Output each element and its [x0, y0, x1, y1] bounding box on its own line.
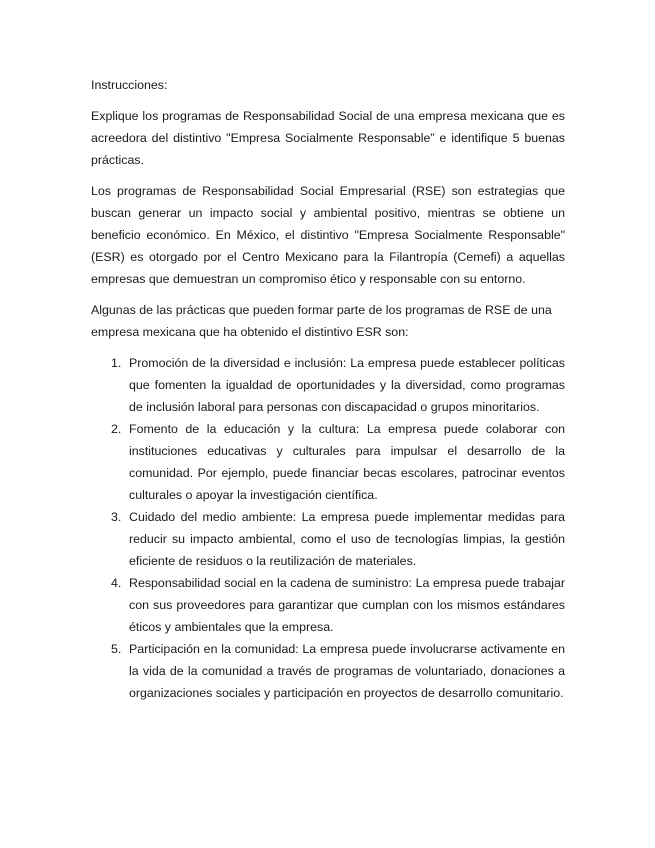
list-item [91, 638, 565, 704]
list-item-number: 2. [111, 422, 122, 436]
list-item-text: Fomento de la educación y la cultura: La empresa puede colaborar con instituciones educativas y culturales para impulsar el desarrollo de la comunidad. Por ejemplo, puede financiar becas escolares, patrocinar eventos culturales o apoyar la investigación científica. [129, 422, 565, 502]
list-item [91, 506, 565, 572]
list-item-number: 4. [111, 576, 122, 590]
list-item [91, 572, 565, 638]
list-item [91, 352, 565, 418]
practices-intro-paragraph: Algunas de las prácticas que pueden formar parte de los programas de RSE de una empresa mexicana que ha obtenido el distintivo ESR son: [91, 303, 552, 339]
list-item [91, 418, 565, 506]
list-item-number: 1. [111, 356, 122, 370]
instructions-heading: Instrucciones: [91, 78, 168, 92]
document-body [91, 74, 565, 704]
prompt-paragraph: Explique los programas de Responsabilidad Social de una empresa mexicana que es acreedora del distintivo "Empresa Socialmente Responsable” e identifique 5 buenas prácticas. [91, 109, 565, 167]
list-item-number: 3. [111, 510, 122, 524]
list-item-text: Promoción de la diversidad e inclusión: La empresa puede establecer políticas que fomenten la igualdad de oportunidades y la diversidad, como programas de inclusión laboral para personas con discapacidad o grupos minoritarios. [129, 356, 565, 414]
list-item-text: Responsabilidad social en la cadena de suministro: La empresa puede trabajar con sus proveedores para garantizar que cumplan con los mismos estándares éticos y ambientales que la empresa. [129, 576, 565, 634]
list-item-text: Cuidado del medio ambiente: La empresa puede implementar medidas para reducir su impacto ambiental, como el uso de tecnologías limpias, la gestión eficiente de residuos o la reutilización de materiales. [129, 510, 565, 568]
rse-definition-paragraph: Los programas de Responsabilidad Social Empresarial (RSE) son estrategias que buscan generar un impacto social y ambiental positivo, mientras se obtiene un beneficio económico. En México, el distintivo "Empresa Socialmente Responsable" (ESR) es otorgado por el Centro Mexicano para la Filantropía (Cemefi) a aquellas empresas que demuestran un compromiso ético y responsable con su entorno. [91, 184, 565, 286]
practices-list [91, 352, 565, 704]
list-item-text: Participación en la comunidad: La empresa puede involucrarse activamente en la vida de la comunidad a través de programas de voluntariado, donaciones a organizaciones sociales y participación en proyectos de desarrollo comunitario. [129, 642, 565, 700]
list-item-number: 5. [111, 642, 122, 656]
